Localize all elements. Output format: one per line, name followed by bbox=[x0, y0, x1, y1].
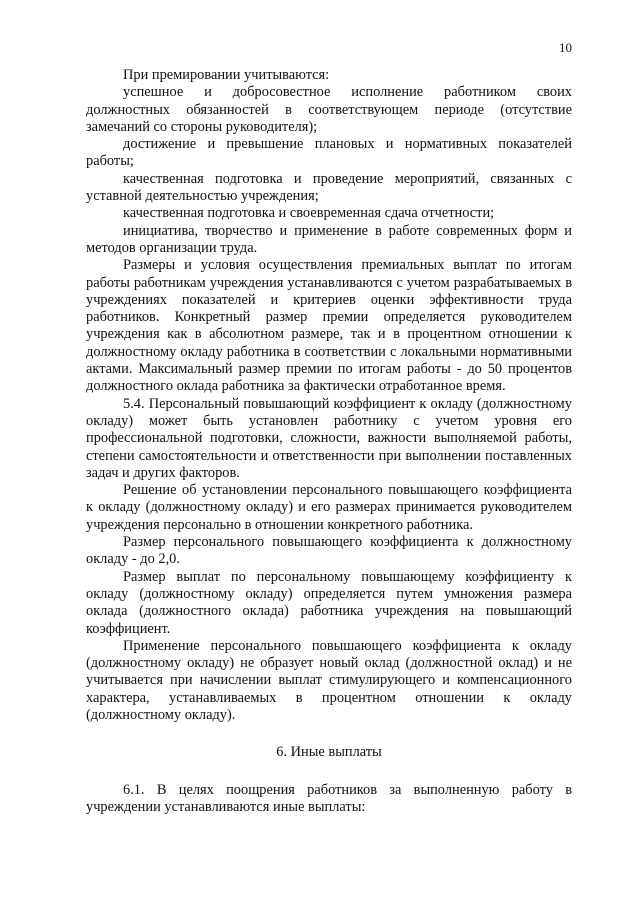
paragraph: При премировании учитываются: bbox=[123, 67, 330, 83]
paragraph: успешное и добросовестное исполнение работником своих должностных обязанностей в соответствующем периоде (отсутствие замечаний со стороны руководителя); bbox=[86, 84, 572, 135]
paragraph: 6.1. В целях поощрения работников за выполненную работу в учреждении устанавливаются иные выплаты: bbox=[86, 781, 572, 815]
paragraph: достижение и превышение плановых и нормативных показателей работы; bbox=[86, 136, 572, 170]
document-body bbox=[86, 67, 572, 816]
section-title: 6. Иные выплаты bbox=[276, 744, 382, 761]
paragraph: качественная подготовка и своевременная сдача отчетности; bbox=[123, 205, 495, 222]
paragraph: Размер персонального повышающего коэффициента к должностному окладу - до 2,0. bbox=[86, 534, 572, 568]
paragraph: Размеры и условия осуществления премиальных выплат по итогам работы работникам учреждения устанавливаются с учетом разрабатываемых в учреждениях показателей и критериев оценки эффективности труда работников. Конкретный размер премии определяется руководителем учреждения как в абсолютном размере, так и в процентном отношении к должностному окладу работника в соответствии с локальными нормативными актами. Максимальный размер премии по итогам работы - до 50 процентов должностного оклада работника за фактически отработанное время. bbox=[86, 257, 572, 395]
paragraph: инициатива, творчество и применение в работе современных форм и методов организации труда. bbox=[86, 222, 572, 256]
paragraph: качественная подготовка и проведение мероприятий, связанных с уставной деятельностью учреждения; bbox=[86, 170, 572, 205]
paragraph: Решение об установлении персонального повышающего коэффициента к окладу (должностному окладу) и его размерах принимается руководителем учреждения персонально в отношении конкретного работника. bbox=[86, 482, 572, 533]
paragraph: Применение персонального повышающего коэффициента к окладу (должностному окладу) не образует новый оклад (должностной оклад) и не учитывается при начислении выплат стимулирующего и компенсационного характера, устанавливаемых в процентном отношении к окладу (должностному окладу). bbox=[86, 637, 572, 723]
paragraph: 5.4. Персональный повышающий коэффициент к окладу (должностному окладу) может быть установлен работнику с учетом уровня его профессиональной подготовки, сложности, важности выполняемой работы, степени самостоятельности и ответственности при выполнении поставленных задач и других факторов. bbox=[86, 395, 572, 481]
page-number: 10 bbox=[559, 40, 572, 55]
paragraph: Размер выплат по персональному повышающему коэффициенту к окладу (должностному окладу) определяется путем умножения размера оклада (должностного оклада) работника учреждения на повышающий коэффициент. bbox=[86, 568, 572, 637]
